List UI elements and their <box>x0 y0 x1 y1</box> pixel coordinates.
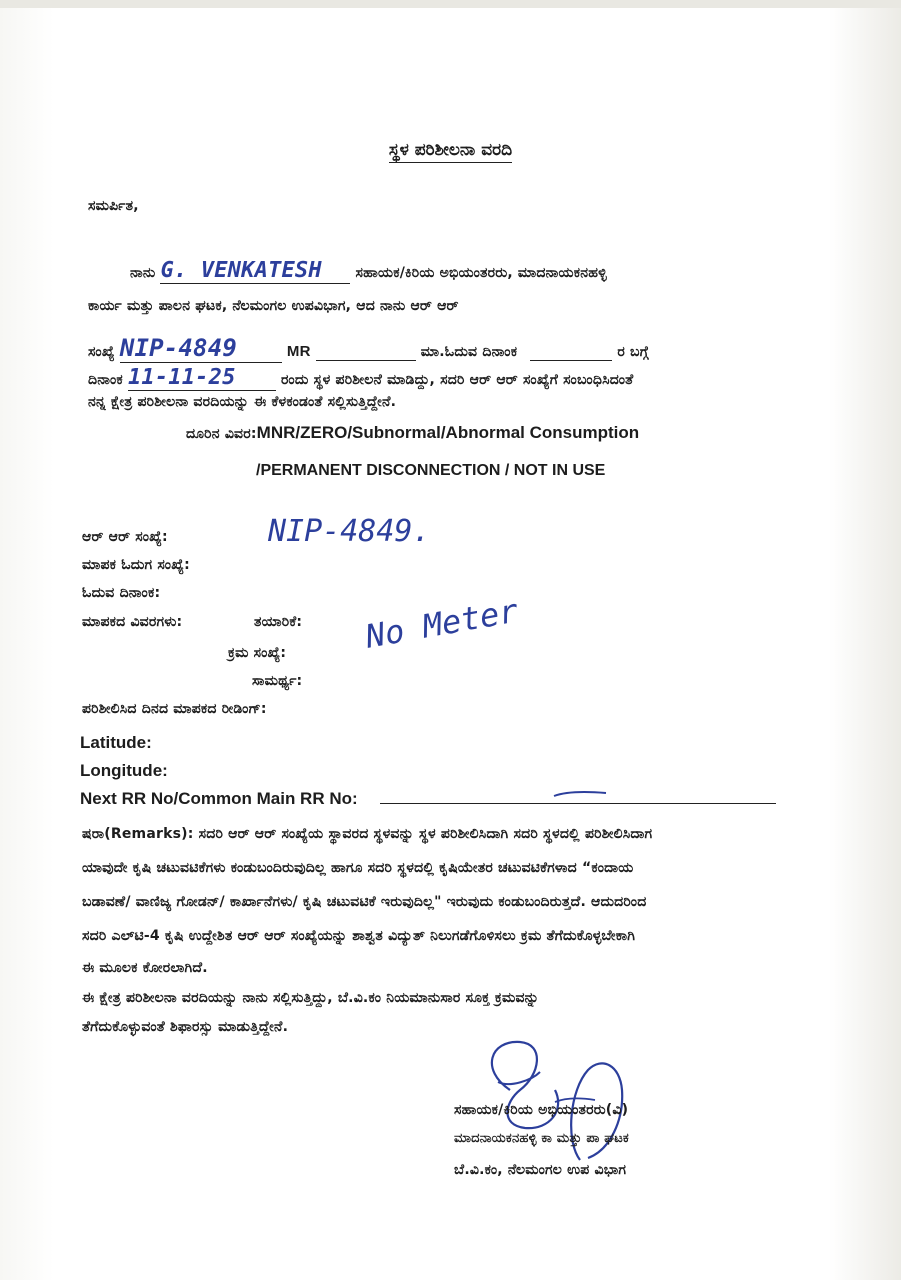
remarks-line-2: ಯಾವುದೇ ಕೃಷಿ ಚಟುವಟಿಕೆಗಳು ಕಂಡುಬಂದಿರುವುದಿಲ್ಲ ಹಾಗೂ ಸದರಿ ಸ್ಥಳದಲ್ಲಿ ಕೃಷಿಯೇತರ ಚಟುವಟಿಕೆಗಳಾದ “ಕಂದಾಯ <box>82 860 634 876</box>
remarks-line-6: ಈ ಕ್ಷೇತ್ರ ಪರಿಶೀಲನಾ ವರದಿಯನ್ನು ನಾನು ಸಲ್ಲಿಸುತ್ತಿದ್ದು, ಬೆ.ವಿ.ಕಂ ನಿಯಮಾನುಸಾರ ಸೂಕ್ತ ಕ್ರಮವನ್ನು <box>82 990 539 1006</box>
intro-line-1: ನಾನು G. VENKATESH ಸಹಾಯಕ/ಕಿರಿಯ ಅಭಿಯಂತರರು, ಮಾದನಾಯಕನಹಳ್ಳಿ <box>130 258 607 283</box>
remarks-line-1: ಷರಾ(Remarks): ಸದರಿ ಆರ್ ಆರ್ ಸಂಖ್ಯೆಯ ಸ್ಥಾವರದ ಸ್ಥಳವನ್ನು ಸ್ಥಳ ಪರಿಶೀಲಿಸಿದಾಗಿ ಸದರಿ ಸ್ಥಳದಲ್ಲಿ ಪರಿಶೀಲಿಸಿದಾಗ <box>82 826 653 842</box>
pen-stroke-mark <box>550 788 610 800</box>
next-rr-blank <box>380 803 776 804</box>
rr-number-label: ಆರ್ ಆರ್ ಸಂಖ್ಯೆ: <box>82 529 168 545</box>
signature-unit: ಮಾದನಾಯಕನಹಳ್ಳಿ ಕಾ ಮತ್ತು ಪಾ ಘಟಕ <box>454 1131 629 1146</box>
complaint-line-2: /PERMANENT DISCONNECTION / NOT IN USE <box>256 462 606 479</box>
mr-blank <box>316 344 416 361</box>
next-rr-label: Next RR No/Common Main RR No: <box>80 789 358 808</box>
meter-reader-label: ಮಾಪಕ ಓದುಗ ಸಂಖ್ಯೆ: <box>82 557 190 573</box>
salutation: ಸಮರ್ಪಿತ, <box>88 198 139 214</box>
intro-line-3: ಸಂಖ್ಯೆ NIP-4849 MR ಮಾ.ಓದುವ ದಿನಾಂಕ ರ ಬಗ್ಗೆ <box>88 334 649 362</box>
rr-number-value: NIP-4849. <box>268 514 431 549</box>
intro-line-5: ನನ್ನ ಕ್ಷೇತ್ರ ಪರಿಶೀಲನಾ ವರದಿಯನ್ನು ಈ ಕೆಳಕಂಡಂತೆ ಸಲ್ಲಿಸುತ್ತಿದ್ದೇನೆ. <box>88 394 397 410</box>
remarks-line-7: ತೆಗೆದುಕೊಳ್ಳುವಂತೆ ಶಿಫಾರಸ್ಸು ಮಾಡುತ್ತಿದ್ದೇನೆ. <box>82 1019 289 1035</box>
complaint-line-1: ದೂರಿನ ವಿವರ:MNR/ZERO/Subnormal/Abnormal Consumption <box>186 423 640 442</box>
document-title: ಸ್ಥಳ ಪರಿಶೀಲನಾ ವರದಿ <box>0 140 901 160</box>
reading-date-blank <box>530 344 612 361</box>
capacity-label: ಸಾಮರ್ಥ್ಯ: <box>252 673 303 689</box>
signature-designation: ಸಹಾಯಕ/ಕಿರಿಯ ಅಭಿಯಂತರರು(ವಿ) <box>454 1102 629 1118</box>
intro-line-2: ಕಾರ್ಯ ಮತ್ತು ಪಾಲನ ಘಟಕ, ನೆಲಮಂಗಲ ಉಪವಿಭಾಗ, ಆದ ನಾನು ಆರ್ ಆರ್ <box>88 298 459 314</box>
inspection-reading-label: ಪರಿಶೀಲಿಸಿದ ದಿನದ ಮಾಪಕದ ರೀಡಿಂಗ್: <box>82 701 267 717</box>
latitude-label: Latitude: <box>80 733 152 752</box>
handwritten-name: G. VENKATESH <box>160 258 350 284</box>
handwritten-date: 11-11-25 <box>128 365 276 391</box>
intro-line-4: ದಿನಾಂಕ 11-11-25 ರಂದು ಸ್ಥಳ ಪರಿಶೀಲನೆ ಮಾಡಿದ್ದು, ಸದರಿ ಆರ್ ಆರ್ ಸಂಖ್ಯೆಗೆ ಸಂಬಂಧಿಸಿದಂತೆ <box>88 365 634 390</box>
meter-value-handwritten: No Meter <box>362 591 522 656</box>
reading-date-label: ಓದುವ ದಿನಾಂಕ: <box>82 585 161 601</box>
make-label: ತಯಾರಿಕೆ: <box>254 614 303 630</box>
longitude-label: Longitude: <box>80 761 168 780</box>
scan-edge <box>0 0 901 8</box>
remarks-line-5: ಈ ಮೂಲಕ ಕೋರಲಾಗಿದೆ. <box>82 960 208 976</box>
handwritten-rr-number: NIP-4849 <box>120 334 282 363</box>
serial-number-label: ಕ್ರಮ ಸಂಖ್ಯೆ: <box>228 645 287 661</box>
meter-details-label: ಮಾಪಕದ ವಿವರಗಳು: <box>82 614 183 630</box>
signature-division: ಬೆ.ವಿ.ಕಂ, ನೆಲಮಂಗಲ ಉಪ ವಿಭಾಗ <box>454 1162 627 1178</box>
remarks-line-4: ಸದರಿ ಎಲ್‌ಟಿ-4 ಕೃಷಿ ಉದ್ದೇಶಿತ ಆರ್ ಆರ್ ಸಂಖ್ಯೆಯನ್ನು ಶಾಶ್ವತ ವಿದ್ಯುತ್ ನಿಲುಗಡೆಗೊಳಿಸಲು ಕ್ರಮ ತೆಗೆದುಕೊಳ್ಳಬೇಕಾಗಿ <box>82 928 636 944</box>
remarks-line-3: ಬಡಾವಣೆ/ ವಾಣಿಜ್ಯ ಗೋಡನ್/ ಕಾರ್ಖಾನೆಗಳು/ ಕೃಷಿ ಚಟುವಟಿಕೆ ಇರುವುದಿಲ್ಲ" ಇರುವುದು ಕಂಡುಬಂದಿರುತ್ತದೆ. ಆದುದರಿಂದ <box>82 894 647 910</box>
